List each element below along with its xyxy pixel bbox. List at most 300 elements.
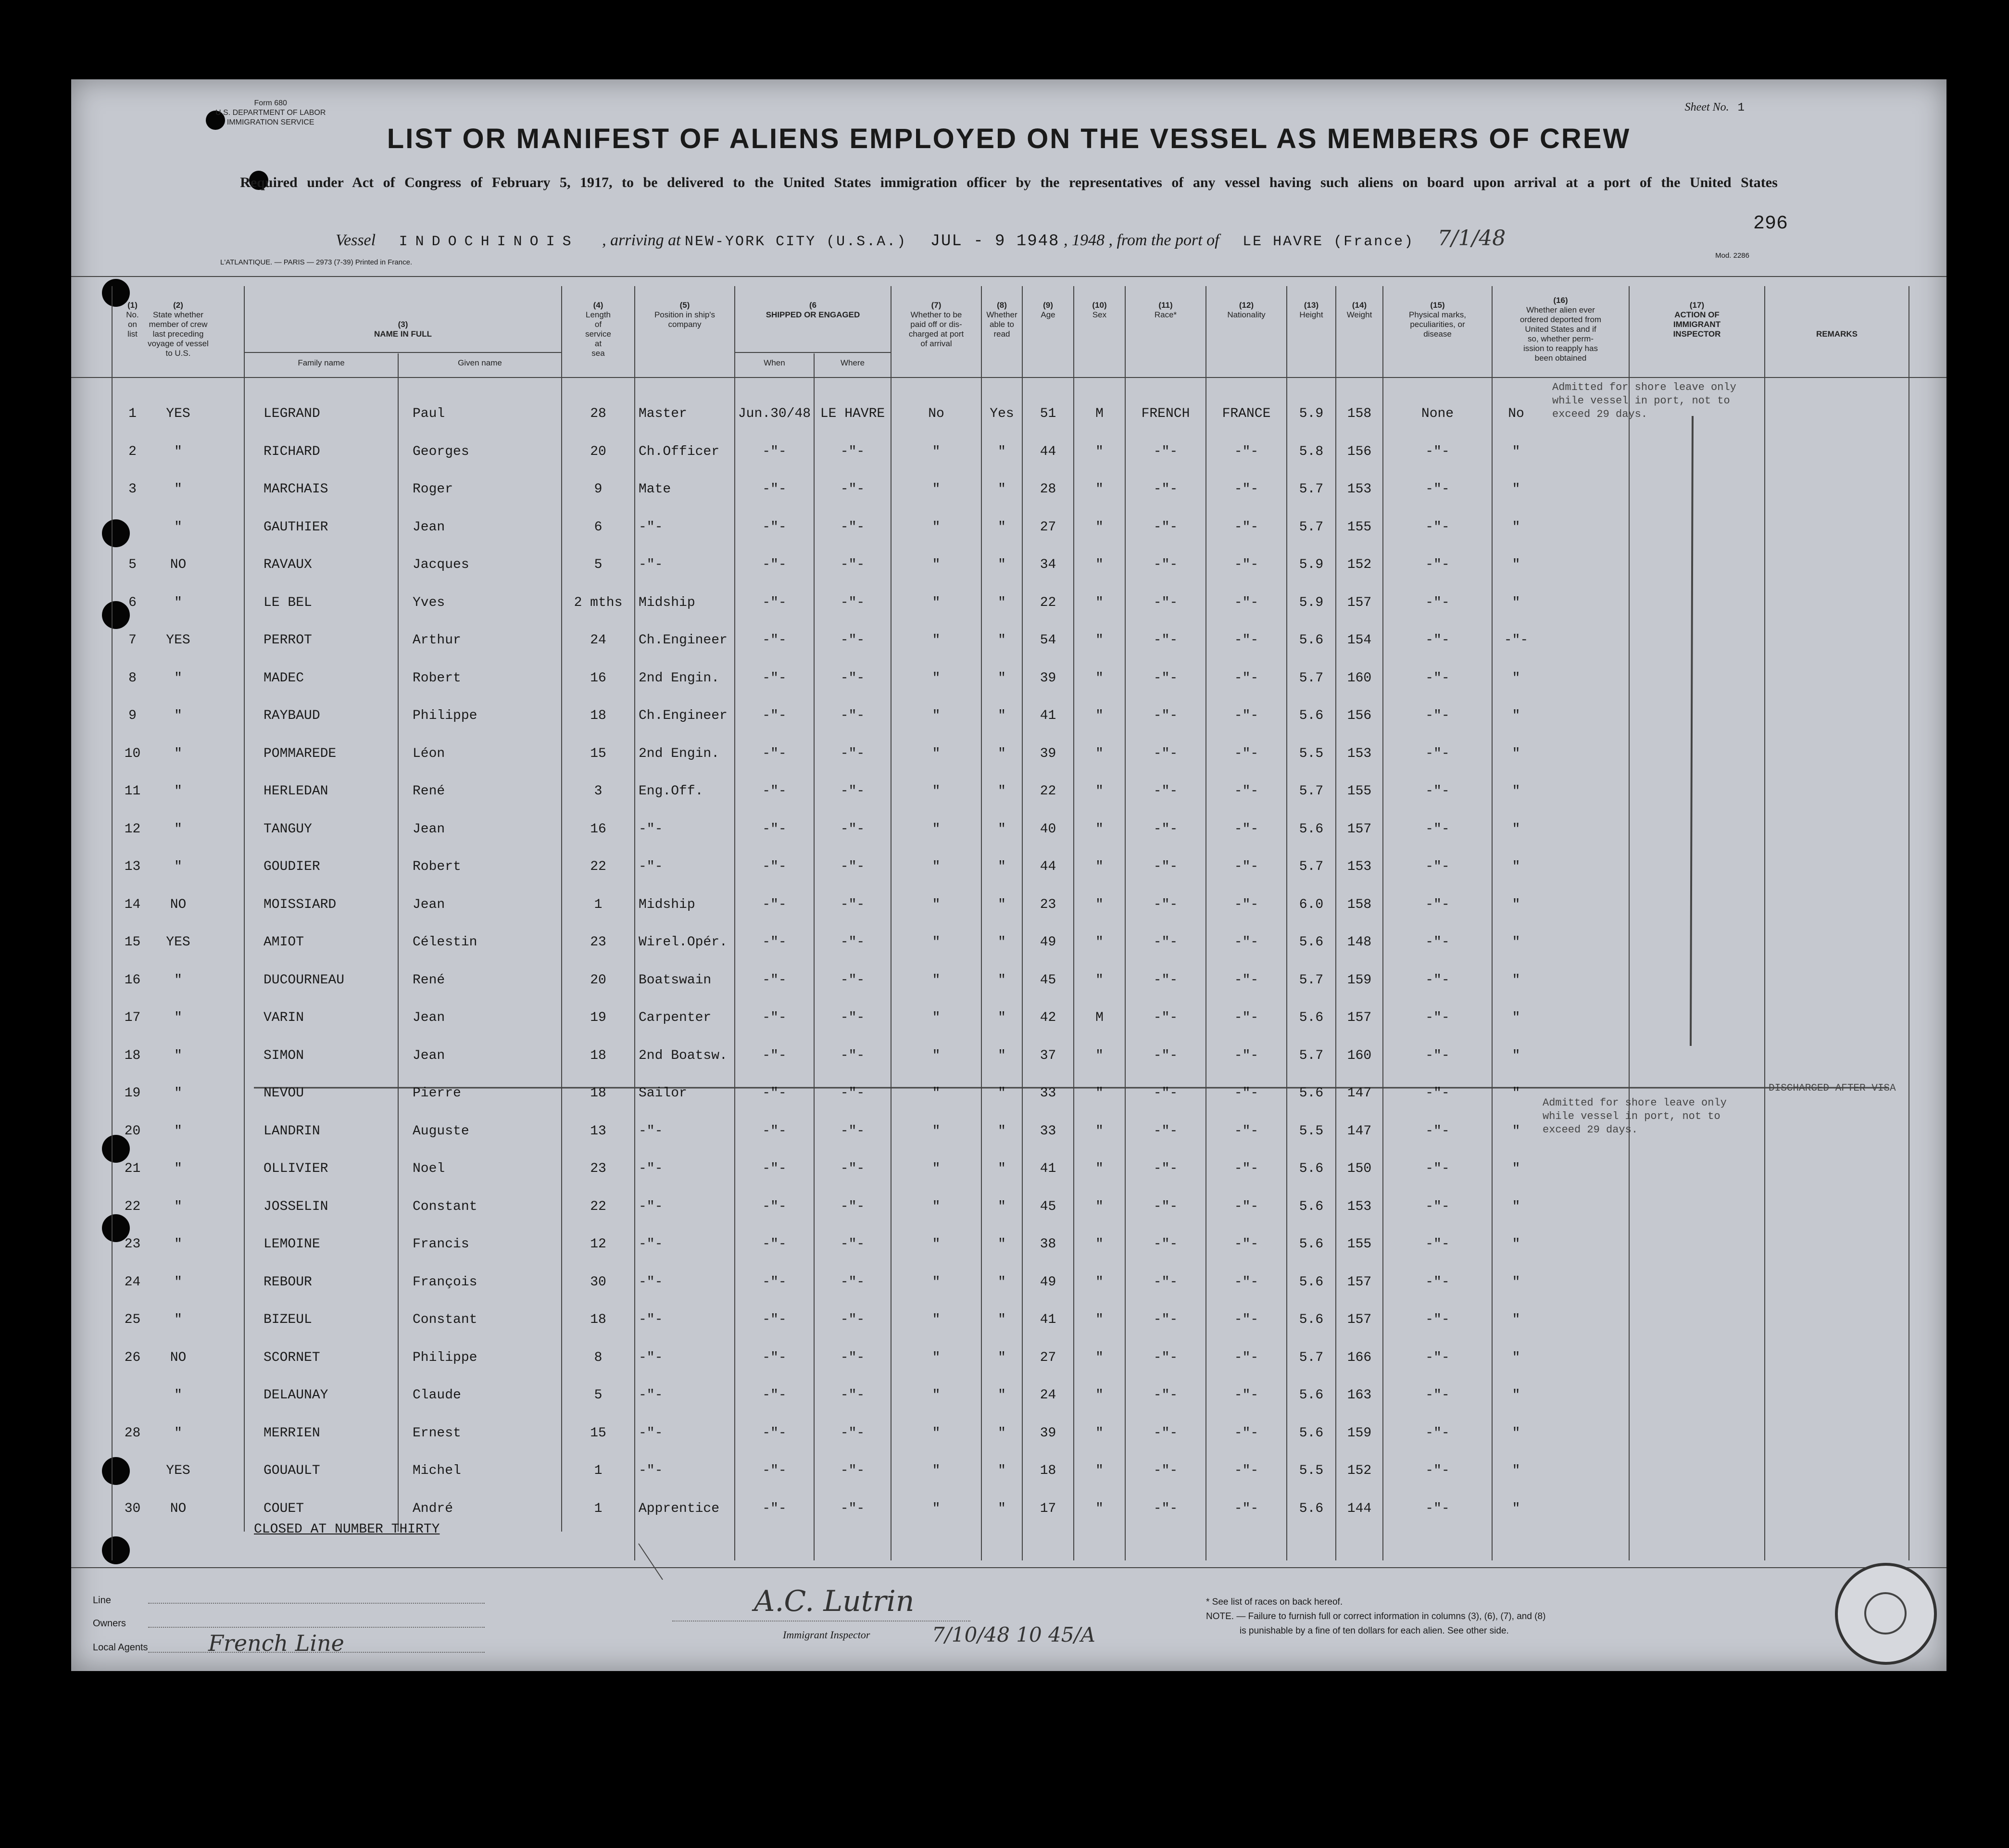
cell-when: -"-: [762, 482, 787, 497]
cell-when: -"-: [762, 859, 787, 874]
cell-svc: 13: [590, 1123, 606, 1139]
cell-where: -"-: [840, 633, 865, 648]
cell-prev: ": [174, 1312, 182, 1327]
cell-read: ": [998, 1199, 1006, 1214]
cell-phys: -"-: [1425, 1312, 1450, 1327]
cell-paid: No: [928, 406, 944, 421]
cell-ht: 5.6: [1299, 1199, 1324, 1214]
cell-nat: -"-: [1234, 1048, 1259, 1063]
cell-race: -"-: [1153, 1425, 1178, 1441]
cell-read: ": [998, 708, 1006, 723]
vessel-name: INDOCHINOIS: [399, 234, 579, 250]
cell-race: -"-: [1153, 859, 1178, 874]
col-header-height: [1287, 301, 1336, 320]
col-header-paid-off-line: paid off or dis-: [910, 320, 962, 329]
cell-nat: -"-: [1234, 1463, 1259, 1478]
cell-wt: 154: [1347, 633, 1372, 648]
cell-phys: -"-: [1425, 821, 1450, 837]
cell-paid: ": [932, 821, 941, 837]
cell-age: 34: [1040, 557, 1056, 572]
col-header-shipped: [735, 301, 891, 320]
cell-ht: 5.6: [1299, 1274, 1324, 1290]
cell-prev: ": [174, 519, 182, 535]
cell-phys: -"-: [1425, 1161, 1450, 1176]
cell-phys: -"-: [1425, 708, 1450, 723]
cell-age: 33: [1040, 1086, 1056, 1101]
cell-fam: SCORNET: [264, 1350, 320, 1365]
cell-phys: -"-: [1425, 1237, 1450, 1252]
cell-pos: -"-: [639, 1161, 663, 1176]
cell-nat: -"-: [1234, 1350, 1259, 1365]
cell-prev: ": [174, 746, 182, 761]
cell-phys: -"-: [1425, 1388, 1450, 1403]
cell-paid: ": [932, 557, 941, 572]
cell-sex: ": [1095, 1199, 1104, 1214]
action-note-line: Admitted for shore leave only: [1543, 1097, 1727, 1109]
cell-paid: ": [932, 972, 941, 988]
cell-svc: 22: [590, 1199, 606, 1214]
cell-race: -"-: [1153, 1010, 1178, 1025]
col-header-sex-line: Sex: [1092, 310, 1107, 319]
cell-sex: M: [1095, 406, 1104, 421]
col-header-action-line: (17): [1689, 301, 1705, 310]
cell-fam: HERLEDAN: [264, 784, 328, 799]
col-header-no-line: (1): [127, 301, 138, 310]
cell-n: 21: [124, 1161, 141, 1176]
action-note-line: while vessel in port, not to: [1543, 1110, 1720, 1122]
cell-nat: -"-: [1234, 1123, 1259, 1139]
cell-svc: 15: [590, 746, 606, 761]
cell-fam: DELAUNAY: [264, 1388, 328, 1403]
cell-giv: Robert: [413, 670, 461, 686]
col-header-race-line: (11): [1158, 301, 1173, 310]
cell-prev: NO: [170, 1350, 187, 1365]
cell-when: -"-: [762, 1048, 787, 1063]
col-header-deported-line: Whether alien ever: [1526, 305, 1595, 314]
cell-dep: ": [1512, 897, 1520, 912]
cell-fam: LEGRAND: [264, 406, 320, 421]
col-header-weight-line: (14): [1352, 301, 1367, 310]
cell-where: -"-: [840, 1312, 865, 1327]
cell-giv: Michel: [413, 1463, 461, 1478]
cell-n: 23: [124, 1237, 141, 1252]
cell-ht: 5.5: [1299, 1463, 1324, 1478]
cell-paid: ": [932, 670, 941, 686]
cell-sex: ": [1095, 1350, 1104, 1365]
cell-when: -"-: [762, 746, 787, 761]
cell-ht: 5.7: [1299, 859, 1324, 874]
col-header-deported-line: so, whether perm-: [1528, 334, 1594, 343]
cell-sex: ": [1095, 708, 1104, 723]
cell-where: -"-: [840, 444, 865, 459]
cell-nat: -"-: [1234, 821, 1259, 837]
cell-where: -"-: [840, 557, 865, 572]
col-header-deported-line: ission to reapply has: [1523, 344, 1598, 353]
cell-dep: ": [1512, 972, 1520, 988]
col-header-height-line: (13): [1304, 301, 1319, 310]
footer-notes: [1206, 1595, 1545, 1638]
cell-giv: Auguste: [413, 1123, 469, 1139]
footer-owners-field: [148, 1627, 485, 1628]
cell-giv: Paul: [413, 406, 445, 421]
cell-wt: 157: [1347, 1274, 1372, 1290]
cell-giv: Roger: [413, 482, 453, 497]
cell-read: ": [998, 746, 1006, 761]
cell-pos: -"-: [639, 557, 663, 572]
action-note-mid: [1543, 1096, 1727, 1137]
cell-dep: ": [1512, 859, 1520, 874]
cell-ht: 5.7: [1299, 670, 1324, 686]
cell-read: ": [998, 1237, 1006, 1252]
cell-fam: MARCHAIS: [264, 482, 328, 497]
col-header-prev-voyage-line: to U.S.: [165, 349, 191, 358]
col-header-shipped-line: (6: [809, 301, 817, 310]
col-header-no-line: list: [127, 329, 138, 339]
cell-pos: Apprentice: [639, 1501, 720, 1516]
cell-prev: ": [174, 1388, 182, 1403]
cell-ht: 5.7: [1299, 1048, 1324, 1063]
cell-wt: 147: [1347, 1086, 1372, 1101]
cell-giv: André: [413, 1501, 453, 1516]
cell-wt: 157: [1347, 821, 1372, 837]
cell-paid: ": [932, 1425, 941, 1441]
official-seal-stamp: [1835, 1563, 1937, 1665]
cell-fam: MOISSIARD: [264, 897, 337, 912]
col-header-nationality: [1206, 301, 1287, 320]
action-note-top: [1552, 381, 1736, 421]
cell-fam: GOUAULT: [264, 1463, 320, 1478]
cell-phys: -"-: [1425, 1463, 1450, 1478]
cell-read: ": [998, 1161, 1006, 1176]
cell-where: -"-: [840, 784, 865, 799]
cell-phys: -"-: [1425, 1274, 1450, 1290]
cell-race: -"-: [1153, 746, 1178, 761]
cell-giv: Léon: [413, 746, 445, 761]
cell-ht: 5.6: [1299, 821, 1324, 837]
cell-prev: ": [174, 1161, 182, 1176]
cell-giv: René: [413, 784, 445, 799]
cell-paid: ": [932, 482, 941, 497]
cell-svc: 5: [594, 557, 603, 572]
cell-when: -"-: [762, 557, 787, 572]
cell-nat: -"-: [1234, 859, 1259, 874]
inspector-label: Immigrant Inspector: [783, 1629, 870, 1641]
col-header-action-line: IMMIGRANT: [1673, 320, 1721, 329]
col-header-service: [562, 301, 635, 358]
cell-read: Yes: [990, 406, 1014, 421]
cell-prev: ": [174, 1199, 182, 1214]
arrival-date-stamp: JUL - 9 1948: [930, 232, 1060, 251]
cell-phys: -"-: [1425, 557, 1450, 572]
cell-read: ": [998, 633, 1006, 648]
sheet-label: Sheet No.: [1684, 101, 1729, 113]
cell-race: -"-: [1153, 972, 1178, 988]
cell-giv: Célestin: [413, 935, 477, 950]
cell-pos: Sailor: [639, 1086, 687, 1101]
cell-sex: ": [1095, 1388, 1104, 1403]
cell-n: 28: [124, 1425, 141, 1441]
col-header-height-line: Height: [1299, 310, 1323, 319]
cell-pos: -"-: [639, 1237, 663, 1252]
cell-dep: ": [1512, 784, 1520, 799]
cell-svc: 3: [594, 784, 603, 799]
cell-dep: -"-: [1504, 633, 1529, 648]
cell-wt: 153: [1347, 482, 1372, 497]
cell-age: 44: [1040, 859, 1056, 874]
cell-giv: Claude: [413, 1388, 461, 1403]
cell-n: 10: [124, 746, 141, 761]
cell-read: ": [998, 1501, 1006, 1516]
cell-n: 5: [128, 557, 137, 572]
action-note-line: while vessel in port, not to: [1552, 395, 1730, 407]
cell-n: 24: [124, 1274, 141, 1290]
cell-wt: 152: [1347, 1463, 1372, 1478]
cell-prev: ": [174, 595, 182, 610]
col-header-service-line: of: [594, 320, 602, 329]
cell-where: -"-: [840, 1161, 865, 1176]
cell-read: ": [998, 1425, 1006, 1441]
cell-age: 40: [1040, 821, 1056, 837]
cell-ht: 6.0: [1299, 897, 1324, 912]
cell-when: -"-: [762, 935, 787, 950]
cell-prev: ": [174, 670, 182, 686]
col-header-deported-line: ordered deported from: [1519, 315, 1602, 324]
cell-where: -"-: [840, 519, 865, 535]
cell-age: 45: [1040, 972, 1056, 988]
cell-dep: ": [1512, 1237, 1520, 1252]
cell-read: ": [998, 557, 1006, 572]
col-header-nationality-line: (12): [1239, 301, 1254, 310]
cell-fam: POMMAREDE: [264, 746, 337, 761]
cell-race: -"-: [1153, 595, 1178, 610]
cell-paid: ": [932, 519, 941, 535]
cell-giv: Robert: [413, 859, 461, 874]
printer-imprint: L'ATLANTIQUE. — PARIS — 2973 (7-39) Printed in France.: [220, 258, 413, 266]
cell-race: -"-: [1153, 1501, 1178, 1516]
cell-race: -"-: [1153, 1161, 1178, 1176]
cell-giv: Jean: [413, 1048, 445, 1063]
cell-dep: ": [1512, 595, 1520, 610]
cell-n: 17: [124, 1010, 141, 1025]
col-header-position-line: Position in ship's: [654, 310, 716, 319]
cell-nat: FRANCE: [1222, 406, 1271, 421]
col-header-name-line: NAME IN FULL: [374, 329, 432, 339]
cell-age: 49: [1040, 1274, 1056, 1290]
cell-where: -"-: [840, 1463, 865, 1478]
cell-n: 12: [124, 821, 141, 837]
cell-read: ": [998, 1350, 1006, 1365]
col-header-service-line: (4): [593, 301, 603, 310]
cell-race: -"-: [1153, 670, 1178, 686]
cell-sex: ": [1095, 1425, 1104, 1441]
cell-phys: -"-: [1425, 784, 1450, 799]
cell-pos: -"-: [639, 1123, 663, 1139]
cell-when: -"-: [762, 1501, 787, 1516]
cell-ht: 5.5: [1299, 1123, 1324, 1139]
cell-phys: -"-: [1425, 670, 1450, 686]
cell-age: 17: [1040, 1501, 1056, 1516]
cell-svc: 18: [590, 1048, 606, 1063]
cell-paid: ": [932, 1123, 941, 1139]
cell-dep: ": [1512, 821, 1520, 837]
cell-when: -"-: [762, 972, 787, 988]
cell-dep: ": [1512, 1388, 1520, 1403]
cell-svc: 1: [594, 897, 603, 912]
footer-owners-label: Owners: [93, 1618, 126, 1629]
cell-nat: -"-: [1234, 1501, 1259, 1516]
cell-phys: -"-: [1425, 1199, 1450, 1214]
cell-where: -"-: [840, 1048, 865, 1063]
cell-dep: ": [1512, 557, 1520, 572]
cell-race: -"-: [1153, 1123, 1178, 1139]
col-header-read-line: read: [993, 329, 1010, 339]
cell-when: -"-: [762, 708, 787, 723]
col-header-position-line: (5): [679, 301, 690, 310]
reference-number: 296: [1753, 213, 1788, 235]
col-header-weight-line: Weight: [1346, 310, 1372, 319]
col-header-weight: [1336, 301, 1383, 320]
cell-age: 22: [1040, 784, 1056, 799]
cell-prev: ": [174, 1274, 182, 1290]
col-header-prev-voyage-line: member of crew: [149, 320, 208, 329]
model-number: Mod. 2286: [1715, 251, 1749, 260]
cell-n: 3: [128, 482, 137, 497]
cell-nat: -"-: [1234, 519, 1259, 535]
cell-pos: -"-: [639, 1425, 663, 1441]
cell-paid: ": [932, 1086, 941, 1101]
cell-giv: Jean: [413, 1010, 445, 1025]
cell-wt: 158: [1347, 897, 1372, 912]
cell-phys: -"-: [1425, 1350, 1450, 1365]
col-header-action: [1629, 301, 1765, 339]
cell-fam: MADEC: [264, 670, 304, 686]
col-header-deported-line: (16): [1553, 296, 1568, 305]
col-header-physical: [1383, 301, 1492, 339]
handwritten-date: 7/1/48: [1437, 226, 1506, 251]
cell-giv: François: [413, 1274, 477, 1290]
cell-giv: Pierre: [413, 1086, 461, 1101]
cell-svc: 23: [590, 1161, 606, 1176]
cell-pos: -"-: [639, 1274, 663, 1290]
cell-sex: ": [1095, 482, 1104, 497]
cell-pos: Ch.Officer: [639, 444, 720, 459]
col-header-paid-off-line: of arrival: [920, 339, 952, 348]
cell-sex: ": [1095, 519, 1104, 535]
cell-nat: -"-: [1234, 708, 1259, 723]
cell-where: -"-: [840, 1274, 865, 1290]
cell-paid: ": [932, 784, 941, 799]
cell-n: 14: [124, 897, 141, 912]
year-label: , 1948: [1063, 231, 1105, 249]
cell-where: -"-: [840, 670, 865, 686]
cell-race: FRENCH: [1141, 406, 1190, 421]
cell-where: -"-: [840, 897, 865, 912]
cell-nat: -"-: [1234, 633, 1259, 648]
cell-pos: Carpenter: [639, 1010, 712, 1025]
cell-pos: 2nd Engin.: [639, 670, 720, 686]
cell-dep: ": [1512, 1501, 1520, 1516]
cell-race: -"-: [1153, 482, 1178, 497]
cell-pos: 2nd Engin.: [639, 746, 720, 761]
cell-svc: 16: [590, 670, 606, 686]
cell-paid: ": [932, 595, 941, 610]
cell-where: -"-: [840, 708, 865, 723]
cell-fam: COUET: [264, 1501, 304, 1516]
cell-fam: GAUTHIER: [264, 519, 328, 535]
col-header-physical-line: peculiarities, or: [1410, 320, 1465, 329]
cell-giv: Constant: [413, 1312, 477, 1327]
cell-nat: -"-: [1234, 1161, 1259, 1176]
cell-race: -"-: [1153, 784, 1178, 799]
cell-phys: -"-: [1425, 633, 1450, 648]
cell-prev: ": [174, 1425, 182, 1441]
form-number: Form 680: [254, 99, 287, 107]
cell-ht: 5.7: [1299, 519, 1324, 535]
cell-sex: ": [1095, 595, 1104, 610]
cell-ht: 5.9: [1299, 595, 1324, 610]
cell-dep: ": [1512, 1123, 1520, 1139]
cell-pos: Midship: [639, 897, 695, 912]
document-subtitle: Required under Act of Congress of February 5, 1917, to be delivered to the United States immigration officer by the representatives of any vessel having such aliens on board upon arrival at a port of the United States: [240, 175, 1778, 190]
cell-prev: ": [174, 821, 182, 837]
cell-age: 27: [1040, 519, 1056, 535]
cell-read: ": [998, 1312, 1006, 1327]
cell-prev: NO: [170, 897, 187, 912]
action-note-line: exceed 29 days.: [1543, 1124, 1638, 1136]
cell-svc: 30: [590, 1274, 606, 1290]
note-label: NOTE.: [1206, 1611, 1234, 1622]
cell-read: ": [998, 897, 1006, 912]
cell-paid: ": [932, 859, 941, 874]
cell-fam: MERRIEN: [264, 1425, 320, 1441]
cell-paid: ": [932, 1350, 941, 1365]
cell-n: 1: [128, 406, 137, 421]
cell-sex: ": [1095, 1274, 1104, 1290]
col6-where-label: Where: [840, 358, 865, 367]
cell-read: ": [998, 859, 1006, 874]
cell-wt: 158: [1347, 406, 1372, 421]
cell-fam: RAYBAUD: [264, 708, 320, 723]
cell-nat: -"-: [1234, 1199, 1259, 1214]
cell-n: 22: [124, 1199, 141, 1214]
col-header-sex-line: (10): [1092, 301, 1107, 310]
cell-wt: 159: [1347, 972, 1372, 988]
cell-prev: YES: [166, 935, 190, 950]
cell-n: 9: [128, 708, 137, 723]
cell-phys: -"-: [1425, 746, 1450, 761]
cell-read: ": [998, 821, 1006, 837]
cell-race: -"-: [1153, 519, 1178, 535]
cell-svc: 18: [590, 1086, 606, 1101]
cell-when: -"-: [762, 633, 787, 648]
cell-race: -"-: [1153, 444, 1178, 459]
col-header-read-line: able to: [989, 320, 1015, 329]
cell-paid: ": [932, 1237, 941, 1252]
cell-read: ": [998, 1086, 1006, 1101]
col-header-position-line: company: [668, 320, 702, 329]
cell-pos: Master: [639, 406, 687, 421]
cell-where: -"-: [840, 935, 865, 950]
cell-fam: BIZEUL: [264, 1312, 312, 1327]
col-header-sex: [1074, 301, 1125, 320]
cell-where: -"-: [840, 1237, 865, 1252]
cell-nat: -"-: [1234, 670, 1259, 686]
cell-when: -"-: [762, 1086, 787, 1101]
cell-svc: 12: [590, 1237, 606, 1252]
cell-race: -"-: [1153, 1237, 1178, 1252]
col-header-paid-off-line: Whether to be: [910, 310, 962, 319]
cell-fam: RAVAUX: [264, 557, 312, 572]
